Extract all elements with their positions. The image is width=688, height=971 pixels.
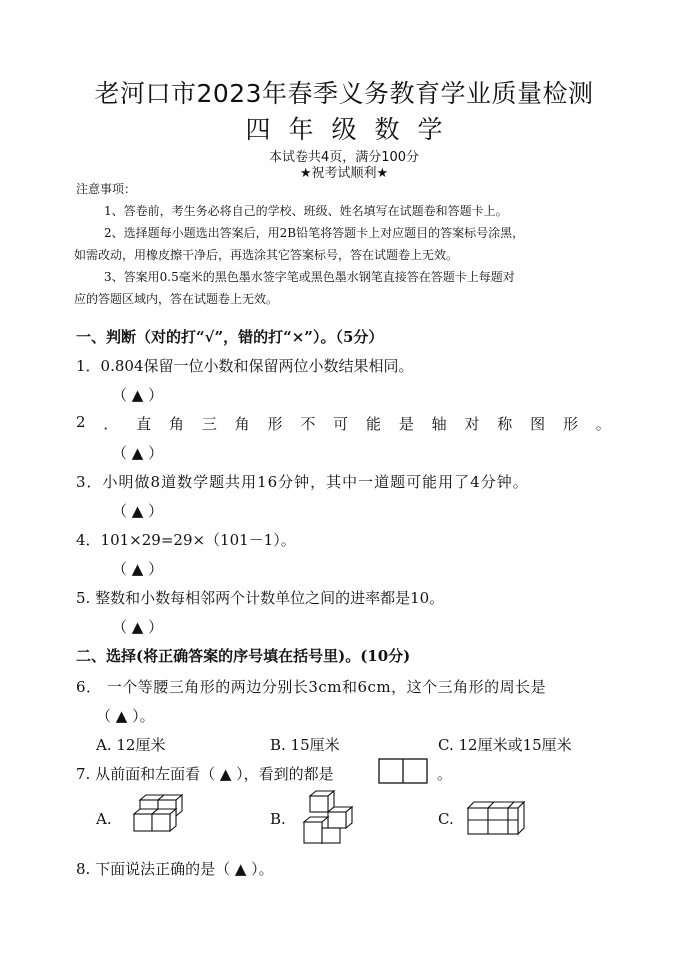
answer-slot-3[interactable]: （ ▲ ） <box>112 502 164 520</box>
note-2-line2: 如需改动，用橡皮擦干净后，再选涂其它答案标号，答在试题卷上无效。 <box>74 248 459 262</box>
question-2-char: 角 <box>234 415 250 433</box>
question-2-char: 轴 <box>431 415 447 433</box>
q7-option-a-label[interactable]: A. <box>96 810 112 828</box>
question-4: 4．101×29=29×（101－1）。 <box>76 531 296 549</box>
question-2-char: 不 <box>300 415 316 433</box>
question-2-char: 直 <box>136 415 152 433</box>
question-2-char: 形 <box>267 415 283 433</box>
answer-slot-1[interactable]: （ ▲ ） <box>112 386 164 404</box>
exam-title: 老河口市2023年春季义务教育学业质量检测 <box>94 79 594 108</box>
question-2-char: 角 <box>169 415 185 433</box>
question-2-char: 图 <box>530 415 546 433</box>
question-6: 6． 一个等腰三角形的两边分别长3cm和6cm，这个三角形的周长是 <box>76 678 547 696</box>
cube-stack-b-icon <box>300 790 356 844</box>
q7-option-b-label[interactable]: B. <box>270 810 286 828</box>
question-2 <box>76 413 611 434</box>
question-2-char: 形 <box>562 415 578 433</box>
question-2-char: 对 <box>464 415 480 433</box>
answer-slot-2[interactable]: （ ▲ ） <box>112 444 164 462</box>
question-2-char: ． <box>103 415 119 433</box>
note-3-line2: 应的答题区域内，答在试题卷上无效。 <box>74 292 279 306</box>
note-3-line1: 3、答案用0.5毫米的黑色墨水签字笔或黑色墨水钢笔直接答在答题卡上每题对 <box>104 270 515 284</box>
exam-wish: ★祝考试顺利★ <box>299 166 389 181</box>
exam-subject: 四年级数学 <box>245 115 461 144</box>
question-5: 5. 整数和小数每相邻两个计数单位之间的进率都是10。 <box>76 589 445 607</box>
exam-info: 本试卷共4页，满分100分 <box>268 150 420 165</box>
question-2-char: 称 <box>497 415 513 433</box>
cube-stack-a-icon <box>132 794 184 836</box>
note-1: 1、答卷前，考生务必将自己的学校、班级、姓名填写在试题卷和答题卡上。 <box>104 204 508 218</box>
q6-option-a[interactable]: A. 12厘米 <box>96 736 166 754</box>
answer-slot-6[interactable]: （ ▲ ）。 <box>96 707 155 725</box>
notes-heading: 注意事项： <box>76 182 137 196</box>
q7-option-c-label[interactable]: C. <box>438 810 454 828</box>
question-2-char: 可 <box>333 415 349 433</box>
question-7: 7. 从前面和左面看（ ▲ ），看到的都是 <box>76 765 334 783</box>
question-7-end: 。 <box>437 765 453 783</box>
two-squares-view-icon <box>378 758 428 784</box>
q6-option-b[interactable]: B. 15厘米 <box>270 736 340 754</box>
question-1: 1．0.804保留一位小数和保留两位小数结果相同。 <box>76 357 414 375</box>
cube-stack-c-icon <box>466 800 528 836</box>
section2-heading: 二、选择(将正确答案的序号填在括号里)。(10分) <box>76 647 411 665</box>
question-2-char: 能 <box>365 415 381 433</box>
question-2-char: 是 <box>398 415 414 433</box>
answer-slot-4[interactable]: （ ▲ ） <box>112 560 164 578</box>
section1-heading: 一、判断（对的打“√”，错的打“×”）。（5分） <box>76 328 384 346</box>
note-2-line1: 2、选择题每小题选出答案后，用2B铅笔将答题卡上对应题目的答案标号涂黑， <box>104 226 525 240</box>
answer-slot-5[interactable]: （ ▲ ） <box>112 618 164 636</box>
question-2-char: 三 <box>201 415 217 433</box>
question-8: 8. 下面说法正确的是（ ▲ ）。 <box>76 860 274 878</box>
question-2-char: 。 <box>595 415 611 433</box>
question-3: 3．小明做8道数学题共用16分钟，其中一道题可能用了4分钟。 <box>76 473 529 491</box>
question-2-char: 2 <box>76 413 86 431</box>
q6-option-c[interactable]: C. 12厘米或15厘米 <box>438 736 572 754</box>
